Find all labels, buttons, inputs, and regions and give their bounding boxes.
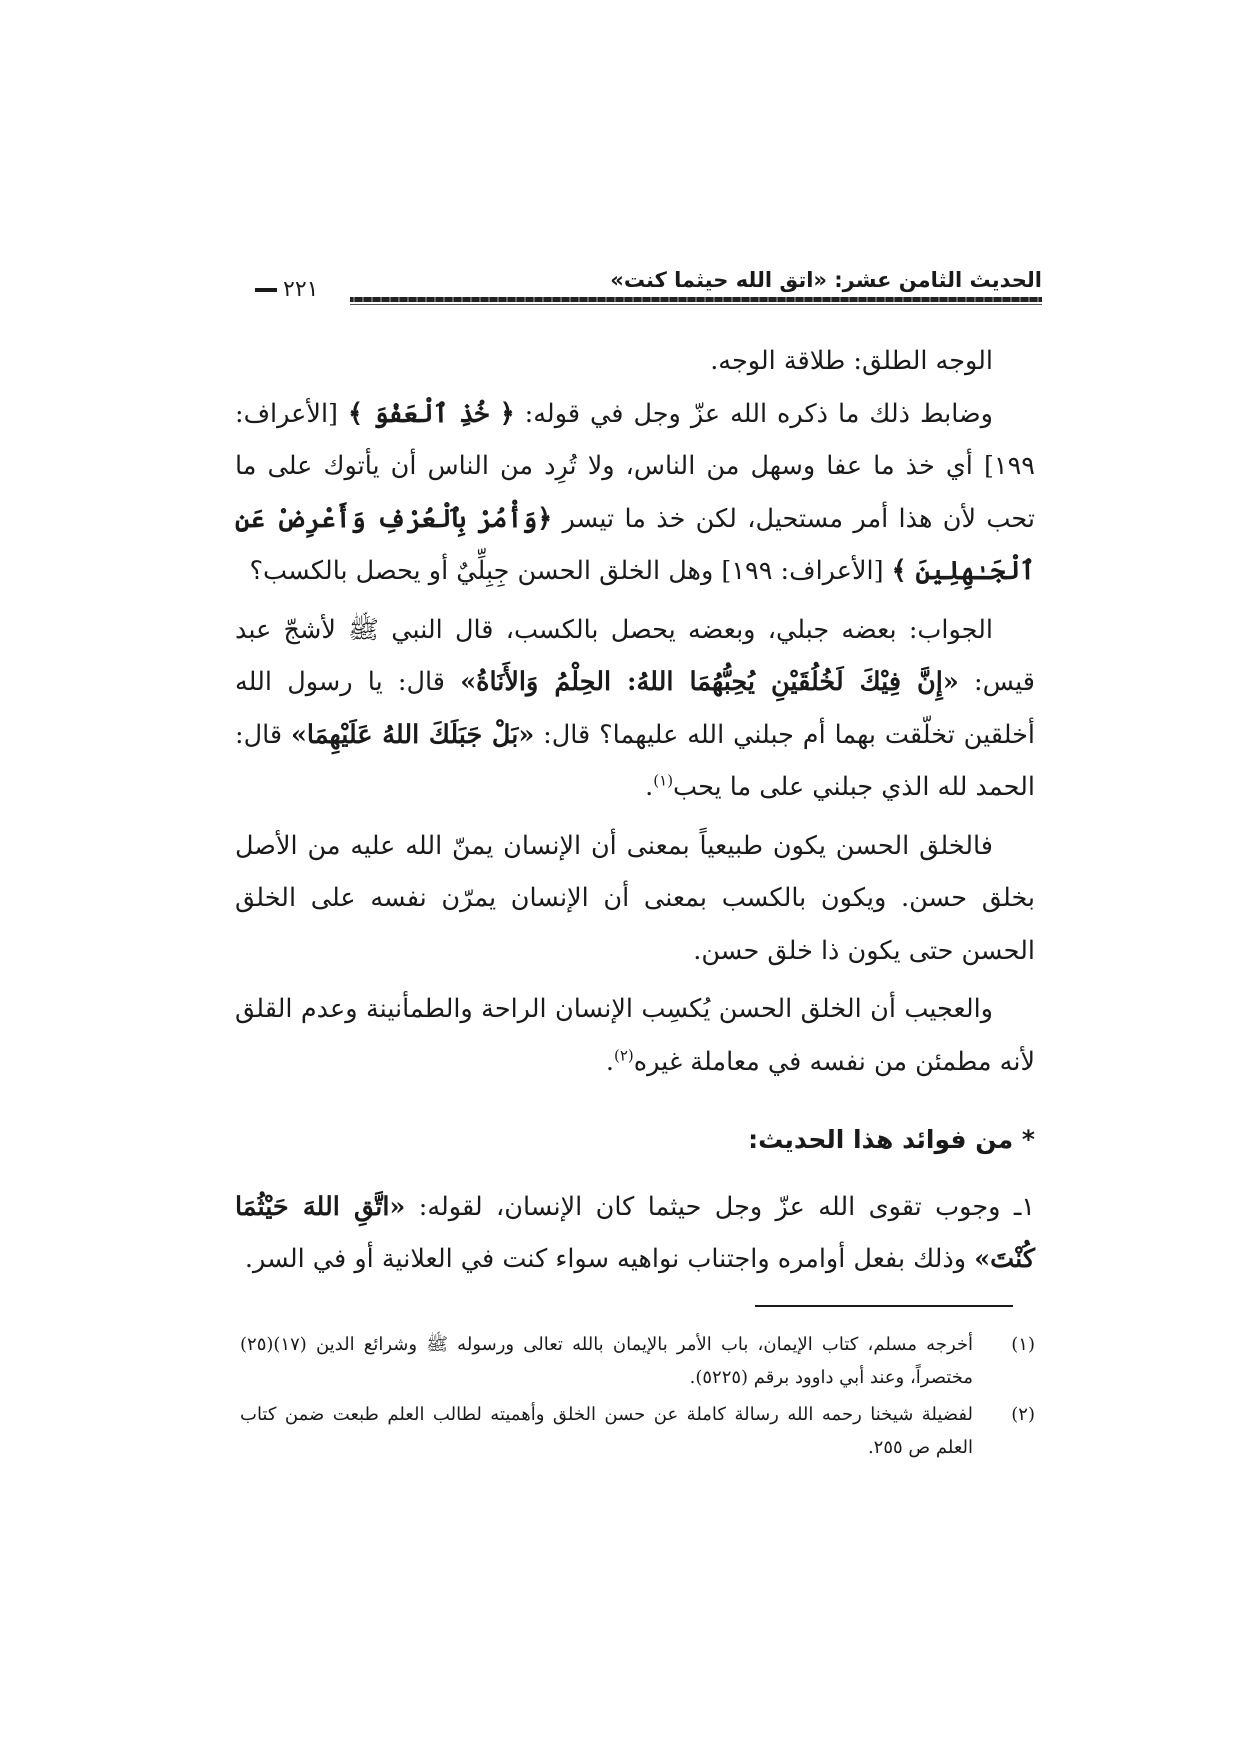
footnote-1-text: أخرجه مسلم، كتاب الإيمان، باب الأمر بالإيمان بالله تعالى ورسوله ﷺ وشرائع الدين (١٧)(٢٥) مختصراً، وعند أبي داوود برقم (٥٢٢٥). [240,1334,973,1388]
footnote-separator [755,1305,1013,1307]
footnote-ref-2[interactable]: (٢) [613,1046,634,1064]
footnote-2 [240,1398,1035,1464]
quran-verse-forgiveness: ﴿ خُذِ ٱلْعَفْوَ ﴾ [347,398,515,429]
paragraph-rule-explanation: [الأعراف: ١٩٩] أي خذ ما عفا وسهل من الناس، ولا تُرِد من الناس أن يأتوك على ما تحب لأن هذا أمر مستحيل، لكن خذ ما تيسر [235,398,1035,534]
paragraph-answer-praise: قال: الحمد لله الذي جبلني على ما يحب [235,719,1035,802]
header-rule-thin [350,304,1042,305]
running-header [255,268,1042,314]
paragraph-rule [235,388,1035,598]
page-number-value: ٢٢١ [283,277,319,302]
paragraph-tranquility-end: . [605,1046,614,1077]
section-heading-benefits: * من فوائد هذا الحديث: [748,1125,1035,1154]
paragraph-rule-question: [الأعراف: ١٩٩] وهل الخلق الحسن جِبِلِّيٌ أو يحصل بالكسب؟ [249,556,892,586]
paragraph-tranquility-text: والعجيب أن الخلق الحسن يُكسِب الإنسان الراحة والطمأنينة وعدم القلق لأنه مطمئن من نفسه في معاملة غيره [235,994,1035,1077]
benefit-item-1-explanation: وذلك بفعل أوامره واجتناب نواهيه سواء كنت في العلانية أو في السر. [244,1244,975,1274]
page-number [255,277,318,302]
footnote-ref-1[interactable]: (١) [653,771,674,790]
paragraph-answer-question: قال: يا رسول الله أخلقين تخلّقت بهما أم جبلني الله عليهما؟ قال: [235,667,1035,750]
hadith-two-traits: «إِنَّ فِيْكَ لَخُلُقَيْنِ يُحِبُّهُمَا اللهُ: الحِلْمُ وَالأَنَاةُ» [460,667,959,697]
page-number-dash [255,288,277,292]
footnote-2-number: (٢) [1011,1404,1035,1425]
hadith-fear-allah: «اتَّقِ اللهَ حَيْثُمَا كُنْتَ» [235,1191,1035,1274]
paragraph-tranquility [235,983,1035,1088]
body-text [235,335,1035,1286]
benefit-item-1 [235,1181,1035,1286]
header-rule [350,297,1042,302]
footnotes [240,1328,1035,1468]
paragraph-natural-acquired: فالخلق الحسن يكون طبيعياً بمعنى أن الإنسان يمنّ الله عليه من الأصل بخلق حسن. ويكون بالكسب بمعنى أن الإنسان يمرّن نفسه على الخلق الحسن حتى يكون ذا خلق حسن. [235,830,1035,966]
footnote-1 [240,1328,1035,1394]
hadith-innate: «بَلْ جَبَلَكَ اللهُ عَلَيْهِمَا» [290,719,535,750]
quran-verse-enjoin: ﴿وَأْمُرْ بِٱلْعُرْفِ وَأَعْرِضْ عَنِ ٱلْجَـٰهِلِينَ ﴾ [235,503,1035,586]
paragraph-definition: الوجه الطلق: طلاقة الوجه. [710,346,993,376]
paragraph-answer-intro: الجواب: بعضه جبلي، وبعضه يحصل بالكسب، قال النبي ﷺ لأشجّ عبد قيس: [235,614,1035,697]
benefit-item-1-intro: ١ـ وجوب تقوى الله عزّ وجل حيثما كان الإنسان، لقوله: [405,1191,1035,1222]
chapter-title: الحديث الثامن عشر: «اتق الله حيثما كنت» [610,268,1042,292]
paragraph-rule-intro: وضابط ذلك ما ذكره الله عزّ وجل في قوله: [514,398,993,429]
paragraph-answer-end: . [645,772,654,802]
footnote-2-text: لفضيلة شيخنا رحمه الله رسالة كاملة عن حسن الخلق وأهميته لطالب العلم طبعت ضمن كتاب العلم ص ٢٥٥. [240,1404,973,1458]
paragraph-answer [235,604,1035,814]
footnote-1-number: (١) [1011,1334,1035,1355]
